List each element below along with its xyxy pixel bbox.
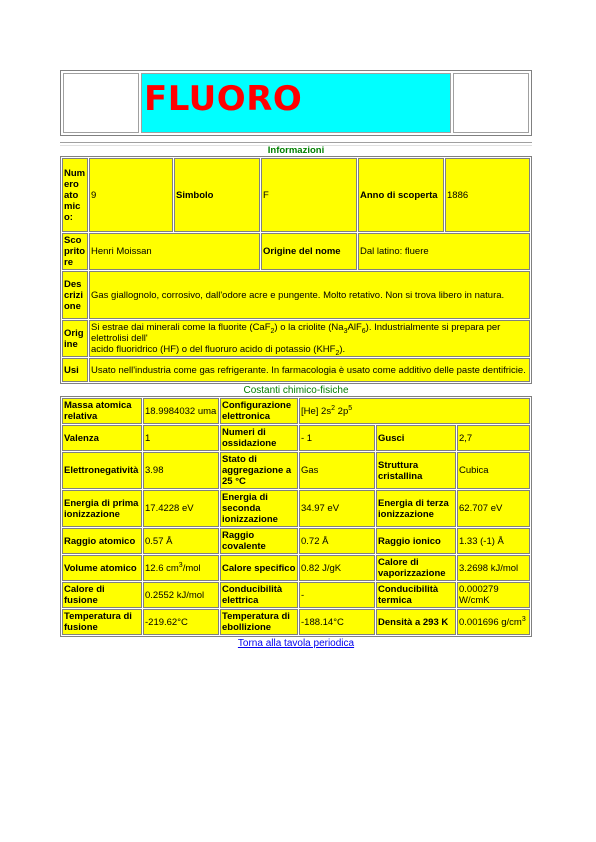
raggio-covalente-value: 0.72 Å [299,528,375,554]
element-name: FLUORO [144,78,303,119]
section-title-info: Informazioni [267,145,325,156]
volume-label: Volume atomico [62,555,142,581]
simbolo-value: F [261,158,357,232]
back-to-periodic-table-link[interactable]: Torna alla tavola periodica [237,638,355,649]
raggio-atomico-value: 0.57 Å [143,528,219,554]
config-label: Configurazione elettronica [220,398,298,424]
valenza-value: 1 [143,425,219,451]
temperatura-ebollizione-value: -188.14°C [299,609,375,635]
elettronegativita-value: 3.98 [143,452,219,489]
info-table [60,156,532,384]
header-title-cell [141,73,451,133]
temperatura-ebollizione-label: Temperatura di ebollizione [220,609,298,635]
simbolo-label: Simbolo [174,158,260,232]
raggio-ionico-value: 1.33 (-1) Å [457,528,530,554]
raggio-atomico-label: Raggio atomico [62,528,142,554]
stato-label: Stato di aggregazione a 25 °C [220,452,298,489]
usi-label: Usi [62,358,88,382]
back-link-row [60,638,532,649]
descrizione-label: Descrizione [62,271,88,319]
valenza-label: Valenza [62,425,142,451]
temperatura-fusione-value: -219.62°C [143,609,219,635]
config-value: [He] $2s^2$ $2p^5$ [299,398,530,424]
ossidazione-value: - 1 [299,425,375,451]
temperatura-fusione-label: Temperatura di fusione [62,609,142,635]
calore-fusione-label: Calore di fusione [62,582,142,608]
origine-label: Origine [62,320,88,357]
massa-label: Massa atomica relativa [62,398,142,424]
origine-nome-value: Dal latino: fluere [358,233,530,270]
raggio-ionico-label: Raggio ionico [376,528,456,554]
header-left-cell [63,73,139,133]
ossidazione-label: Numeri di ossidazione [220,425,298,451]
scopritore-value: Henri Moissan [89,233,260,270]
calore-vaporizzazione-label: Calore di vaporizzazione [376,555,456,581]
struttura-value: Cubica [457,452,530,489]
origine-value: Si estrae dai minerali come la fluorite (CaF$_2$) o la criolite $(Na_3AlF_6)$. Industrialmente si prepara per elettrolisi dell' acido fluoridrico (HF) o del fluoruro acido di potassio $(KHF_2)$. [89,320,530,357]
element-header [60,70,532,136]
page [60,70,532,649]
section-title-constants: Costanti chimico-fisiche [243,385,349,396]
header-right-cell [453,73,529,133]
usi-value: Usato nell'industria come gas refrigerante. In farmacologia è usato come additivo delle paste dentifricie. [89,358,530,382]
densita-label: Densità a 293 K [376,609,456,635]
struttura-label: Struttura cristallina [376,452,456,489]
ionizzazione-3-label: Energia di terza ionizzazione [376,490,456,527]
elettronegativita-label: Elettronegatività [62,452,142,489]
calore-fusione-value: 0.2552 kJ/mol [143,582,219,608]
conducibilita-elettrica-value: - [299,582,375,608]
massa-value: 18.9984032 uma [143,398,219,424]
scopritore-label: Scopritore [62,233,88,270]
conducibilita-termica-value: 0.000279 W/cmK [457,582,530,608]
anno-label: Anno di scoperta [358,158,444,232]
densita-value: 0.001696 $g/cm^3$ [457,609,530,635]
conducibilita-termica-label: Conducibilità termica [376,582,456,608]
ionizzazione-2-value: 34.97 eV [299,490,375,527]
conducibilita-elettrica-label: Conducibilità elettrica [220,582,298,608]
stato-value: Gas [299,452,375,489]
origine-nome-label: Origine del nome [261,233,357,270]
ionizzazione-3-value: 62.707 eV [457,490,530,527]
ionizzazione-1-value: 17.4228 eV [143,490,219,527]
numero-value: 9 [89,158,173,232]
anno-value: 1886 [445,158,530,232]
volume-value: 12.6 $cm^3$/mol [143,555,219,581]
descrizione-value: Gas giallognolo, corrosivo, dall'odore acre e pungente. Molto retativo. Non si trova libero in natura. [89,271,530,319]
numero-label: Numero atomico: [62,158,88,232]
raggio-covalente-label: Raggio covalente [220,528,298,554]
gusci-label: Gusci [376,425,456,451]
ionizzazione-2-label: Energia di seconda ionizzazione [220,490,298,527]
ionizzazione-1-label: Energia di prima ionizzazione [62,490,142,527]
calore-specifico-label: Calore specifico [220,555,298,581]
calore-specifico-value: 0.82 J/gK [299,555,375,581]
constants-table [60,396,532,637]
calore-vaporizzazione-value: 3.2698 kJ/mol [457,555,530,581]
gusci-value: 2,7 [457,425,530,451]
